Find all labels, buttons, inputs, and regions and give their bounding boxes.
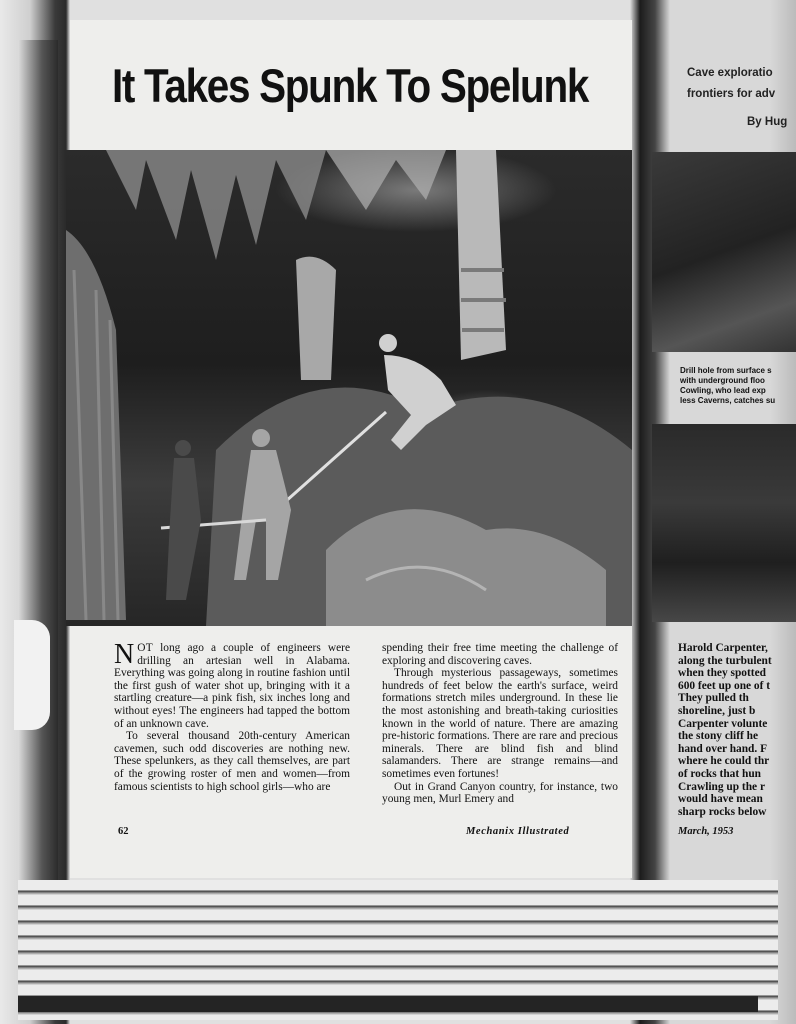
article-paragraph: Through mysterious passageways, sometimes hundreds of feet below the earth's surface, weird formations stretch miles underground. In these lie the most astonishing and breath-taking curiosities known in the world of nature. There are amazing pre-historic formations. There are rare and precious minerals. There are blind fish and blind salamanders. There are strange remains—and sometimes even fortunes! — [382, 667, 618, 780]
adjacent-text-line: shoreline, just b — [678, 704, 756, 717]
adjacent-caption-line: Drill hole from surface s — [680, 366, 772, 375]
lead-in-smallcaps: OT — [137, 642, 154, 654]
adjacent-page-header — [655, 58, 796, 148]
adjacent-text-line: Crawling up the r — [678, 780, 766, 793]
adjacent-caption — [680, 366, 796, 406]
adjacent-text-line: where he could thr — [678, 755, 770, 768]
adjacent-text-column — [678, 642, 796, 818]
scan-dark-band — [18, 996, 758, 1012]
adjacent-text-line: the stony cliff he — [678, 730, 759, 743]
adjacent-byline: By Hug — [747, 116, 788, 128]
adjacent-photo-top — [652, 152, 796, 352]
issue-date: March, 1953 — [678, 826, 734, 837]
article-paragraph: To several thousand 20th-century American cavemen, such odd discoveries are nothing new. These spelunkers, as they call themselves, are part of the growing roster of men and women—from famous scientists to high school girls—who are — [114, 730, 350, 793]
magazine-name: Mechanix Illustrated — [466, 826, 570, 837]
article-column-right — [382, 642, 618, 806]
page-edge-tear — [14, 620, 50, 730]
article-column-left — [114, 639, 350, 793]
adjacent-text-line: would have mean — [678, 793, 763, 806]
article-paragraph — [114, 639, 350, 730]
adjacent-text-line: Harold Carpenter, — [678, 642, 768, 654]
spelunker-kneeling — [166, 440, 201, 600]
adjacent-text-line: when they spotted — [678, 667, 766, 680]
drop-cap: N — [114, 639, 135, 670]
article-paragraph: Out in Grand Canyon country, for instance, two young men, Murl Emery and — [382, 780, 618, 806]
cave-scene-illustration — [66, 150, 632, 626]
adjacent-text-line: of rocks that hun — [678, 767, 762, 780]
lead-paragraph-text: long ago a couple of engineers were drilling an artesian well in Alabama. Everything was going along in routine fashion until the first gush of water shot up, bringing with it a startling creature—a pink fish, six inches long and without eyes! The engineers had tapped the bottom of an unknown cave. — [114, 642, 350, 730]
adjacent-subtitle-line: Cave exploratio — [687, 67, 773, 79]
page-number: 62 — [118, 826, 129, 837]
adjacent-caption-line: Cowling, who lead exp — [680, 386, 766, 395]
adjacent-text-line: hand over hand. F — [678, 742, 768, 755]
article-body — [114, 639, 618, 842]
adjacent-text-line: 600 feet up one of t — [678, 679, 771, 692]
binding-shadow — [18, 40, 58, 880]
cave-photograph — [66, 150, 632, 626]
adjacent-text-line: sharp rocks below — [678, 805, 767, 818]
adjacent-photo-bottom — [652, 424, 796, 622]
adjacent-caption-line: less Caverns, catches su — [680, 396, 776, 405]
article-paragraph: spending their free time meeting the challenge of exploring and discovering caves. — [382, 642, 618, 667]
adjacent-text-line: along the turbulent — [678, 654, 772, 667]
adjacent-subtitle-line: frontiers for adv — [687, 88, 776, 100]
adjacent-text-line: They pulled th — [678, 692, 749, 705]
adjacent-caption-line: with underground floo — [680, 376, 765, 385]
article-headline: It Takes Spunk To Spelunk — [111, 59, 589, 112]
adjacent-text-line: Carpenter volunte — [678, 717, 768, 730]
